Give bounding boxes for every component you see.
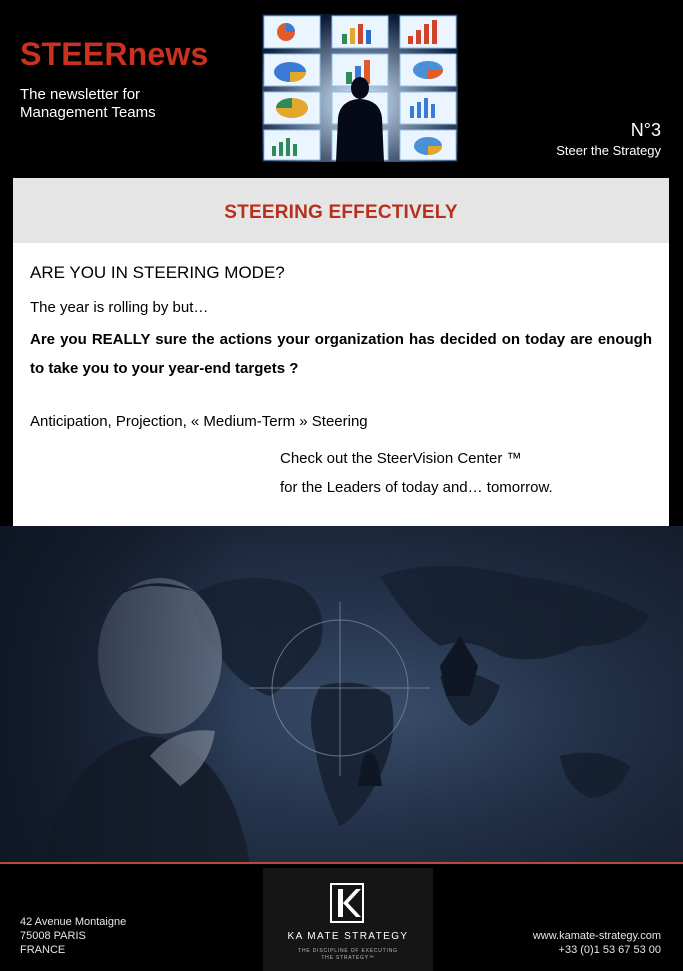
logo-name: KA MATE STRATEGY <box>287 931 409 942</box>
address-line-1: 42 Avenue Montaigne <box>20 916 127 928</box>
article-cta[interactable] <box>280 444 652 502</box>
article-body <box>13 263 669 502</box>
kamate-logo-mark <box>330 883 364 923</box>
address-line-3: FRANCE <box>20 944 66 956</box>
cta-line-1: Check out the SteerVision Center ™ <box>280 450 522 467</box>
footer-address <box>20 915 126 957</box>
footer-contact <box>533 929 661 957</box>
logo-tagline-1: THE DISCIPLINE OF EXECUTING <box>298 948 398 954</box>
logo-tagline <box>263 948 433 962</box>
article-question: ARE YOU IN STEERING MODE? <box>30 263 285 282</box>
issue-number: N°3 <box>630 120 661 140</box>
article-card <box>13 178 669 526</box>
article-topics: Anticipation, Projection, « Medium-Term » Steering <box>30 413 368 430</box>
banner-divider <box>0 862 683 864</box>
newsletter-brand: STEERnews <box>20 36 209 72</box>
section-header <box>13 178 669 243</box>
section-title: STEERING EFFECTIVELY <box>224 202 458 223</box>
issue-subtitle: Steer the Strategy <box>556 143 661 158</box>
address-line-2: 75008 PARIS <box>20 930 86 942</box>
kamate-logo[interactable] <box>263 868 433 971</box>
website-link[interactable]: www.kamate-strategy.com <box>532 930 661 942</box>
newsletter-tagline: The newsletter for Management Teams <box>20 86 156 121</box>
article-intro: The year is rolling by but… <box>30 299 209 316</box>
world-map-banner-image <box>0 526 683 864</box>
hero-dashboard-image <box>262 14 458 162</box>
article-bold-question: Are you REALLY sure the actions your organization has decided on today are enough to take you to your year-end targets ? <box>30 331 652 377</box>
cta-line-2: for the Leaders of today and… tomorrow. <box>280 479 553 496</box>
issue-block <box>556 120 661 160</box>
phone-number: +33 (0)1 53 67 53 00 <box>558 944 661 956</box>
logo-tagline-2: THE STRATEGY™ <box>321 955 375 961</box>
